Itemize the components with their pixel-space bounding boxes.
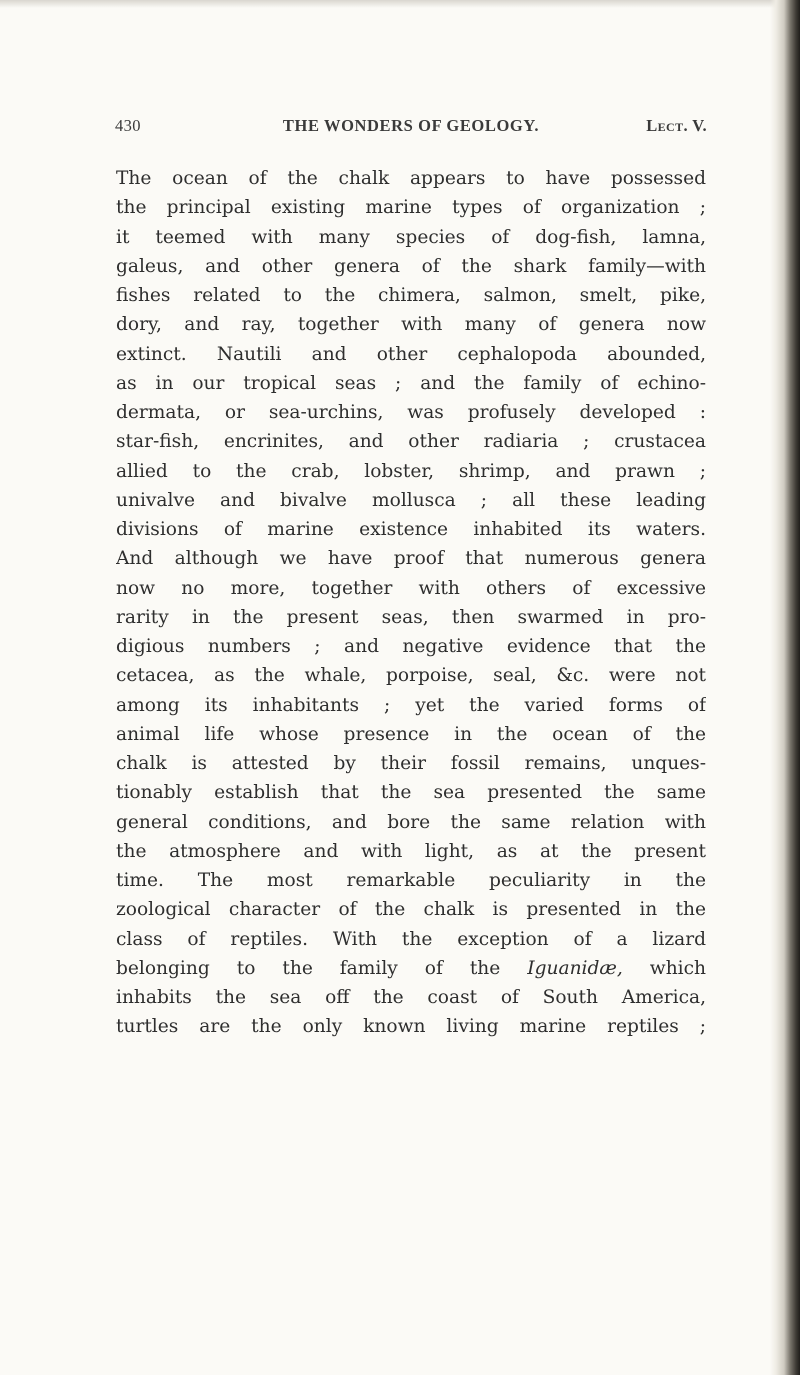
binding-gutter-shadow	[770, 0, 800, 1375]
scan-top-edge	[0, 0, 800, 8]
text-line-with-italic	[116, 954, 706, 983]
text-line: animal life whose presence in the ocean of the	[116, 723, 706, 745]
text-line: class of reptiles. With the exception of a lizard	[116, 928, 706, 950]
text-line: it teemed with many species of dog-fish, lamna,	[116, 226, 706, 248]
text-line: And although we have proof that numerous genera	[116, 548, 706, 570]
lecture-label: Lect. V.	[646, 116, 707, 135]
text-line: star-fish, encrinites, and other radiaria ; crustacea	[116, 431, 706, 453]
text-line: the principal existing marine types of organization ;	[116, 197, 706, 219]
body-paragraph	[116, 164, 706, 1042]
text-line: cetacea, as the whale, porpoise, seal, &c. were not	[116, 665, 706, 687]
text-line: time. The most remarkable peculiarity in the	[116, 870, 706, 891]
text-line: galeus, and other genera of the shark family—with	[116, 255, 706, 277]
text-line: rarity in the present seas, then swarmed in pro-	[116, 606, 706, 628]
text-line: the atmosphere and with light, as at the present	[116, 840, 706, 862]
book-title: THE WONDERS OF GEOLOGY.	[282, 116, 540, 135]
page-number: 430	[115, 116, 141, 135]
text-line: tionably establish that the sea presented the same	[116, 782, 706, 804]
italic-term: Iguanidæ,	[527, 957, 623, 979]
text-line: univalve and bivalve mollusca ; all these leading	[116, 489, 706, 511]
text-line: dory, and ray, together with many of genera now	[116, 314, 706, 336]
text-line: fishes related to the chimera, salmon, smelt, pike,	[116, 285, 706, 306]
text-line: digious numbers ; and negative evidence that the	[116, 636, 706, 657]
text-segment: belonging to the family of the	[116, 957, 528, 979]
text-line: extinct. Nautili and other cephalopoda abounded,	[116, 343, 706, 365]
text-line: divisions of marine existence inhabited its waters.	[116, 519, 706, 540]
text-line: chalk is attested by their fossil remains, unques-	[116, 753, 706, 774]
text-line: dermata, or sea-urchins, was profusely developed :	[116, 402, 706, 423]
text-line: now no more, together with others of excessive	[116, 577, 706, 599]
text-line: general conditions, and bore the same relation with	[116, 811, 706, 833]
text-line: inhabits the sea off the coast of South America,	[116, 987, 706, 1008]
running-head	[115, 116, 707, 140]
text-line: allied to the crab, lobster, shrimp, and prawn ;	[116, 460, 706, 482]
text-line: turtles are the only known living marine reptiles ;	[116, 1016, 706, 1038]
text-line: zoological character of the chalk is presented in the	[116, 899, 706, 921]
text-segment: which	[622, 957, 706, 979]
text-line: among its inhabitants ; yet the varied forms of	[116, 694, 706, 716]
text-line: The ocean of the chalk appears to have possessed	[116, 168, 706, 189]
text-line: as in our tropical seas ; and the family of echino-	[116, 372, 706, 394]
